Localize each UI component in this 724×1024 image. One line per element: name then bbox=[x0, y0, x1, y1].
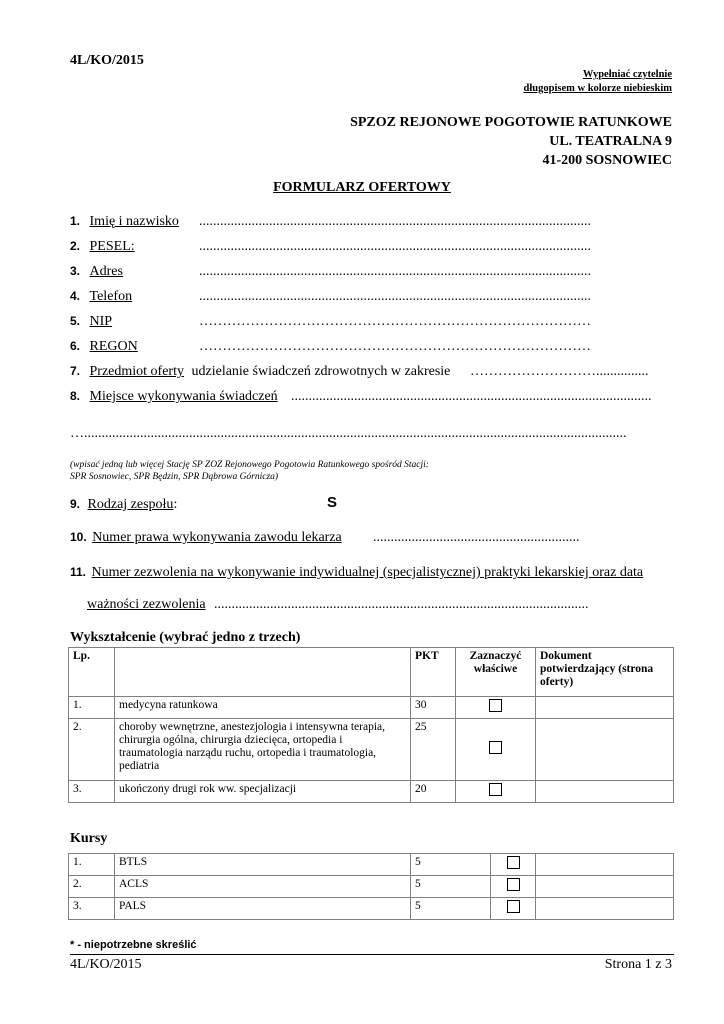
field-permit-label: Numer zezwolenia na wykonywanie indywidualnej (specjalistycznej) praktyki lekarskiej oraz data bbox=[91, 565, 644, 580]
field-subject-row: 7. Przedmiot oferty udzielanie świadczeń zdrowotnych w zakresie bbox=[70, 364, 451, 379]
education-title: Wykształcenie (wybrać jedno z trzech) bbox=[70, 630, 301, 645]
field-subject-text: udzielanie świadczeń zdrowotnych w zakresie bbox=[191, 364, 451, 379]
field-team-type-value[interactable]: S bbox=[327, 494, 338, 511]
checkbox[interactable] bbox=[489, 699, 502, 712]
document-page-cell[interactable] bbox=[536, 719, 674, 781]
courses-table bbox=[68, 853, 674, 920]
checkbox[interactable] bbox=[489, 741, 502, 754]
address-line-1: SPZOZ REJONOWE POGOTOWIE RATUNKOWE bbox=[350, 115, 672, 130]
document-code: 4L/KO/2015 bbox=[70, 53, 144, 68]
footer-code: 4L/KO/2015 bbox=[70, 957, 142, 972]
table-row: 1. BTLS 5 bbox=[69, 854, 674, 876]
field-place-input[interactable]: ....................................................................................................... bbox=[291, 389, 652, 404]
footer-divider bbox=[70, 954, 674, 955]
header-pkt: PKT bbox=[411, 648, 456, 697]
field-place-row: 8. Miejsce wykonywania świadczeń bbox=[70, 389, 278, 404]
field-team-type-row: 9. Rodzaj zespołu: bbox=[70, 497, 178, 512]
station-note: (wpisać jedną lub więcej Stację SP ZOZ Rejonowego Pogotowia Ratunkowego spośród Stacji: SPR Sosnowiec, SPR Będzin, SPR Dąbrowa Górnicza) bbox=[70, 460, 429, 482]
checkbox[interactable] bbox=[507, 878, 520, 891]
footnote: * - niepotrzebne skreślić bbox=[70, 939, 197, 951]
field-phone-input[interactable]: ................................................................................................................ bbox=[199, 289, 591, 304]
header-desc bbox=[115, 648, 411, 697]
field-name-label: Imię i nazwisko bbox=[89, 214, 179, 229]
field-subject-input[interactable]: ………………………............... bbox=[470, 364, 649, 379]
table-row: 1. medycyna ratunkowa 30 bbox=[69, 697, 674, 719]
recipient-address bbox=[350, 113, 672, 170]
education-table bbox=[68, 647, 674, 803]
field-regon-label: REGON bbox=[89, 339, 138, 354]
header-document: Dokument potwierdzający (strona oferty) bbox=[536, 648, 674, 697]
fill-note-line2: długopisem w kolorze niebieskim bbox=[523, 83, 672, 94]
field-license-input[interactable]: ........................................................... bbox=[373, 530, 580, 545]
checkbox[interactable] bbox=[507, 900, 520, 913]
document-page-cell[interactable] bbox=[536, 898, 674, 920]
table-row: 2. ACLS 5 bbox=[69, 876, 674, 898]
document-page-cell[interactable] bbox=[536, 854, 674, 876]
checkbox[interactable] bbox=[489, 783, 502, 796]
table-row: 2. choroby wewnętrzne, anestezjologia i intensywna terapia, chirurgia ogólna, chirurgia dziecięca, ortopedia i traumatologia narządu ruchu, ortopedia i traumatologia, pediatria 25 bbox=[69, 719, 674, 781]
field-permit-input[interactable]: ........................................................................................................... bbox=[214, 597, 589, 612]
header-lp: Lp. bbox=[69, 648, 115, 697]
field-phone-row: 4. Telefon bbox=[70, 289, 133, 304]
field-phone-label: Telefon bbox=[89, 289, 133, 304]
courses-title: Kursy bbox=[70, 831, 108, 846]
field-name-input[interactable]: ................................................................................................................ bbox=[199, 214, 591, 229]
field-license-label: Numer prawa wykonywania zawodu lekarza bbox=[92, 530, 342, 545]
fill-note-line1: Wypełniać czytelnie bbox=[582, 69, 672, 80]
field-license-row: 10. Numer prawa wykonywania zawodu lekarza bbox=[70, 530, 342, 545]
document-page-cell[interactable] bbox=[536, 876, 674, 898]
field-permit-validity-label: ważności zezwolenia bbox=[87, 597, 206, 612]
field-place-label: Miejsce wykonywania świadczeń bbox=[89, 389, 278, 404]
address-line-3: 41-200 SOSNOWIEC bbox=[542, 153, 672, 168]
field-place-continuation[interactable]: …........................................................................................................................................................... bbox=[70, 426, 627, 441]
document-page-cell[interactable] bbox=[536, 697, 674, 719]
document-page-cell[interactable] bbox=[536, 781, 674, 803]
field-nip-input[interactable]: ………………………………………………………………………… bbox=[199, 314, 591, 329]
checkbox[interactable] bbox=[507, 856, 520, 869]
field-name-row: 1. Imię i nazwisko bbox=[70, 214, 179, 229]
form-title: FORMULARZ OFERTOWY bbox=[273, 180, 451, 195]
field-address-label: Adres bbox=[89, 264, 123, 279]
field-nip-label: NIP bbox=[89, 314, 113, 329]
table-row: 3. PALS 5 bbox=[69, 898, 674, 920]
address-line-2: UL. TEATRALNA 9 bbox=[549, 134, 672, 149]
field-pesel-label: PESEL: bbox=[89, 239, 135, 254]
header-mark: Zaznaczyć właściwe bbox=[456, 648, 536, 697]
field-pesel-input[interactable]: ................................................................................................................ bbox=[199, 239, 591, 254]
field-permit-row: 11. Numer zezwolenia na wykonywanie indywidualnej (specjalistycznej) praktyki lekarskiej oraz data bbox=[70, 565, 644, 580]
education-header-row bbox=[69, 648, 674, 697]
field-address-input[interactable]: ................................................................................................................ bbox=[199, 264, 591, 279]
field-team-type-label: Rodzaj zespołu bbox=[87, 497, 174, 512]
field-permit-validity-row bbox=[87, 597, 206, 613]
field-regon-input[interactable]: ………………………………………………………………………… bbox=[199, 339, 591, 354]
field-pesel-row: 2. PESEL: bbox=[70, 239, 135, 254]
field-subject-label: Przedmiot oferty bbox=[89, 364, 184, 379]
page-number: Strona 1 z 3 bbox=[604, 957, 672, 972]
field-address-row: 3. Adres bbox=[70, 264, 123, 279]
table-row: 3. ukończony drugi rok ww. specjalizacji 20 bbox=[69, 781, 674, 803]
field-nip-row: 5. NIP bbox=[70, 314, 113, 329]
field-regon-row: 6. REGON bbox=[70, 339, 138, 354]
